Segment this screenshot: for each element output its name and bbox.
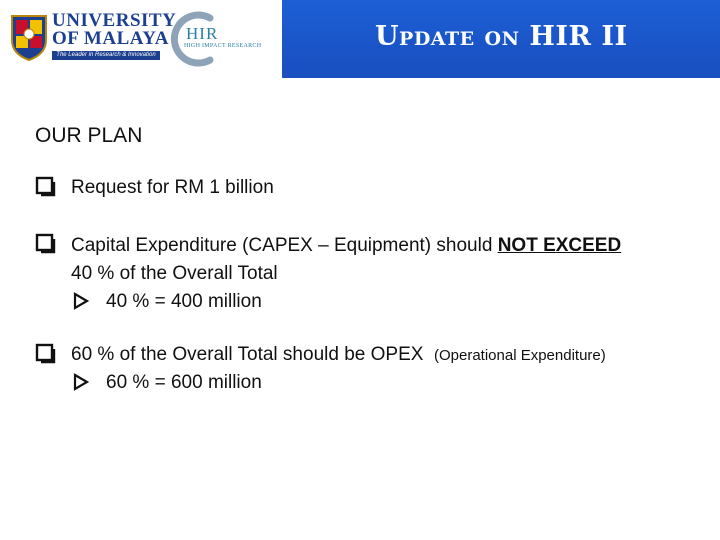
university-crest-icon [10, 14, 48, 62]
bullet-text-main: 60 % of the Overall Total should be OPEX [71, 344, 424, 365]
hir-logo-subtitle: HIGH IMPACT RESEARCH [184, 43, 262, 49]
sub-bullet-text: 60 % = 600 million [106, 372, 262, 393]
bullet-text-emphasis: NOT EXCEED [497, 235, 622, 256]
bullet-text: Request for RM 1 billion [71, 177, 274, 198]
hir-logo-letters: HIR [186, 24, 219, 43]
bullet-text-continuation: 40 % of the Overall Total [71, 263, 278, 284]
university-name [52, 12, 176, 48]
section-heading: OUR PLAN [35, 124, 143, 147]
logo-panel [0, 0, 282, 78]
bullet-text [71, 234, 621, 258]
bullet-text [71, 343, 606, 368]
checkbox-square-icon [35, 343, 57, 365]
arrow-right-icon [71, 371, 91, 400]
checkbox-square-icon [35, 233, 57, 255]
university-name-line1: UNIVERSITY [52, 10, 177, 31]
slide-title: Update on HIR II [375, 21, 628, 52]
slide-header [0, 0, 720, 78]
university-tagline: The Leader in Research & Innovation [52, 51, 160, 60]
checkbox-square-icon [35, 176, 57, 198]
bullet-text-note: (Operational Expenditure) [433, 347, 606, 364]
arrow-right-icon [71, 290, 91, 319]
sub-bullet-text: 40 % = 400 million [106, 291, 262, 312]
university-name-line2: OF MALAYA [52, 28, 169, 49]
bullet-text-prefix: Capital Expenditure (CAPEX – Equipment) should [71, 235, 498, 256]
